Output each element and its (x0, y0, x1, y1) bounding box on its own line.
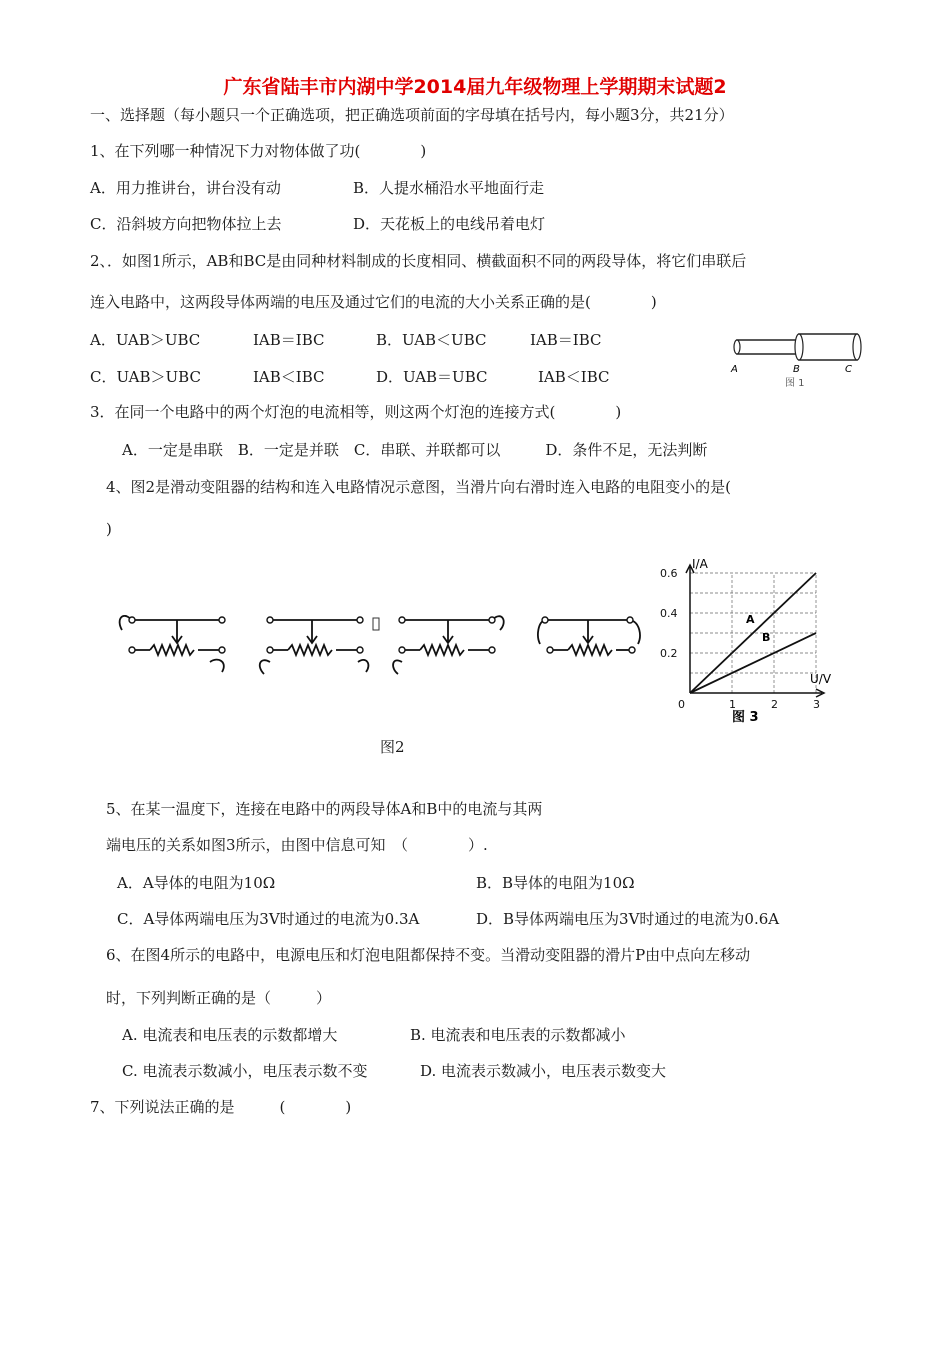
question-2-option-a-voltage: A．UAB＞UBC (90, 331, 201, 349)
question-2-option-c-voltage: C．UAB＞UBC (90, 368, 201, 386)
question-2-option-a-current: IAB＝IBC (253, 331, 325, 349)
question-5-option-a: A．A导体的电阻为10Ω (117, 874, 276, 892)
question-2-option-b-voltage: B．UAB＜UBC (376, 331, 487, 349)
series-line-b (690, 633, 816, 693)
question-1-option-b: B．人提水桶沿水平地面行走 (353, 179, 545, 197)
question-5-stem-line2: 端电压的关系如图3所示，由图中信息可知 （ ）. (106, 836, 488, 854)
figure-1-label-a: A (731, 364, 738, 375)
section-heading: 一、选择题（每小题只一个正确选项，把正确选项前面的字母填在括号内，每小题3分，共21分） (90, 106, 734, 124)
question-2-stem-line1: 2、．如图1所示，AB和BC是由同种材料制成的长度相同、横截面积不同的两段导体，将它们串联后 (90, 252, 747, 270)
question-5-option-c: C．A导体两端电压为3V时通过的电流为0.3A (117, 910, 420, 928)
x-axis-label: U/V (810, 672, 832, 686)
question-1-option-c: C．沿斜坡方向把物体拉上去 (90, 215, 282, 233)
question-1-stem: 1、在下列哪一种情况下力对物体做了功( ) (90, 142, 427, 160)
y-tick-label: 0.6 (660, 567, 678, 580)
rheostat-diagram-2 (260, 620, 369, 674)
question-6-option-b: B. 电流表和电压表的示数都减小 (410, 1026, 626, 1044)
x-tick-label: 2 (771, 698, 778, 711)
question-1-option-d: D．天花板上的电线吊着电灯 (353, 215, 546, 233)
figure-3-iu-graph (650, 555, 840, 730)
figure-1-label-b: B (793, 364, 800, 375)
question-7-stem: 7、下列说法正确的是 ( ) (90, 1098, 352, 1116)
question-2-option-b-current: IAB＝IBC (530, 331, 602, 349)
question-6-option-a: A. 电流表和电压表的示数都增大 (122, 1026, 338, 1044)
x-tick-label: 0 (678, 698, 685, 711)
conductor-ab-thin (737, 340, 799, 354)
figure-2-caption: 图2 (380, 738, 405, 756)
rheostat-diagram-1 (120, 616, 224, 672)
question-6-stem-line1: 6、在图4所示的电路中，电源电压和灯泡电阻都保持不变。当滑动变阻器的滑片P由中点向左移动 (106, 946, 751, 964)
y-tick-label: 0.4 (660, 607, 678, 620)
question-5-option-b: B．B导体的电阻为10Ω (476, 874, 635, 892)
question-4-stem-line2: ) (106, 520, 112, 538)
question-2-option-d-current: IAB＜IBC (538, 368, 610, 386)
question-5-stem-line1: 5、在某一温度下，连接在电路中的两段导体A和B中的电流与其两 (106, 800, 543, 818)
question-5-option-d: D．B导体两端电压为3V时通过的电流为0.6A (476, 910, 780, 928)
line-a-label: A (746, 613, 755, 626)
question-6-option-c: C. 电流表示数减小，电压表示数不变 (122, 1062, 368, 1080)
figure-1-caption: 图 1 (785, 378, 805, 389)
question-6-stem-line2: 时，下列判断正确的是（ ） (106, 989, 332, 1007)
question-1-option-a: A．用力推讲台，讲台没有动 (90, 179, 281, 197)
y-tick-label: 0.2 (660, 647, 678, 660)
rheostat-diagram-3 (393, 616, 504, 674)
figure-1-conductor (725, 328, 870, 390)
conductor-bc-thick (799, 334, 857, 360)
question-3-options: A．一定是串联 B．一定是并联 C．串联、并联都可以 D．条件不足，无法判断 (122, 441, 708, 459)
line-b-label: B (762, 631, 771, 644)
x-tick-label: 3 (813, 698, 820, 711)
question-4-stem-line1: 4、图2是滑动变阻器的结构和连入电路情况示意图，当滑片向右滑时连入电路的电阻变小的是( (106, 478, 731, 496)
figure-1-label-c: C (845, 364, 852, 375)
question-2-stem-line2: 连入电路中，这两段导体两端的电压及通过它们的电流的大小关系正确的是( ) (90, 293, 657, 311)
question-2-option-d-voltage: D．UAB＝UBC (376, 368, 488, 386)
question-2-option-c-current: IAB＜IBC (253, 368, 325, 386)
figure-2-rheostats (110, 600, 665, 680)
figure-2-separator-mark (373, 618, 379, 630)
page-title: 广东省陆丰市内湖中学2014届九年级物理上学期期末试题2 (223, 76, 727, 98)
y-axis-label: I/A (692, 557, 708, 571)
question-3-stem: 3．在同一个电路中的两个灯泡的电流相等，则这两个灯泡的连接方式( ) (90, 403, 622, 421)
x-tick-label: 1 (729, 698, 736, 711)
figure-3-caption: 图 3 (732, 710, 759, 725)
question-6-option-d: D. 电流表示数减小，电压表示数变大 (420, 1062, 667, 1080)
